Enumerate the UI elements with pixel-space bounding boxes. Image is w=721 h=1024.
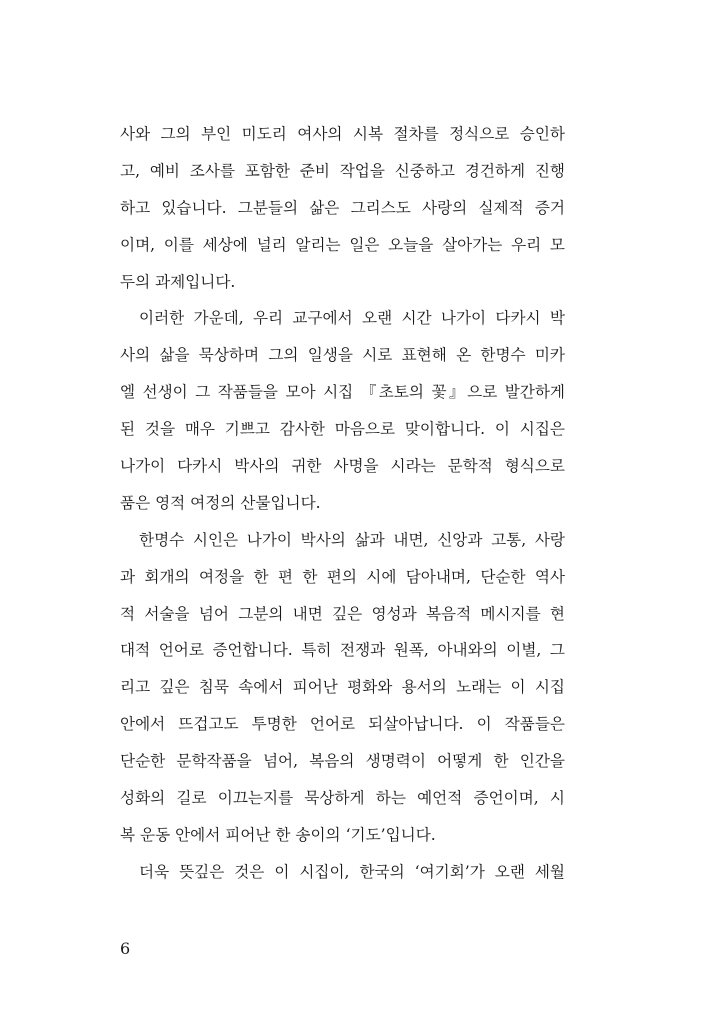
text-line: 적 서술을 넘어 그분의 내면 깊은 영성과 복음적 메시지를 현 xyxy=(120,604,565,623)
body-text xyxy=(120,116,565,891)
text-line: 더욱 뜻깊은 것은 이 시집이, 한국의 ‘여기회’가 오랜 세월 xyxy=(139,862,565,881)
text-line: 하고 있습니다. 그분들의 삶은 그리스도 사랑의 실제적 증거 xyxy=(120,198,565,217)
text-line: 성화의 길로 이끄는지를 묵상하게 하는 예언적 증언이며, 시 xyxy=(120,789,565,808)
text-line: 한명수 시인은 나가이 박사의 삶과 내면, 신앙과 고통, 사랑 xyxy=(139,530,565,549)
text-line: 안에서 뜨겁고도 투명한 언어로 되살아납니다. 이 작품들은 xyxy=(120,715,565,734)
text-line: 품은 영적 여정의 산물입니다. xyxy=(120,493,321,512)
text-line: 단순한 문학작품을 넘어, 복음의 생명력이 어떻게 한 인간을 xyxy=(120,752,565,771)
text-line: 이러한 가운데, 우리 교구에서 오랜 시간 나가이 다카시 박 xyxy=(139,309,565,328)
page-number: 6 xyxy=(120,939,131,958)
text-line: 이며, 이를 세상에 널리 알리는 일은 오늘을 살아가는 우리 모 xyxy=(120,235,565,254)
text-line: 엘 선생이 그 작품들을 모아 시집 『초토의 꽃』으로 발간하게 xyxy=(120,383,565,402)
text-line: 과 회개의 여정을 한 편 한 편의 시에 담아내며, 단순한 역사 xyxy=(120,567,565,586)
text-line: 두의 과제입니다. xyxy=(120,272,236,291)
text-line: 고, 예비 조사를 포함한 준비 작업을 신중하고 경건하게 진행 xyxy=(120,161,565,180)
text-line: 리고 깊은 침묵 속에서 피어난 평화와 용서의 노래는 이 시집 xyxy=(120,678,565,697)
text-line: 나가이 다카시 박사의 귀한 사명을 시라는 문학적 형식으로 xyxy=(120,457,565,476)
text-line: 사의 삶을 묵상하며 그의 일생을 시로 표현해 온 한명수 미카 xyxy=(120,346,565,365)
text-line: 된 것을 매우 기쁘고 감사한 마음으로 맞이합니다. 이 시집은 xyxy=(120,420,565,439)
text-line: 사와 그의 부인 미도리 여사의 시복 절차를 정식으로 승인하 xyxy=(120,125,565,143)
text-line: 대적 언어로 증언합니다. 특히 전쟁과 원폭, 아내와의 이별, 그 xyxy=(120,641,565,660)
text-line: 복 운동 안에서 피어난 한 송이의 ‘기도’입니다. xyxy=(120,825,436,844)
